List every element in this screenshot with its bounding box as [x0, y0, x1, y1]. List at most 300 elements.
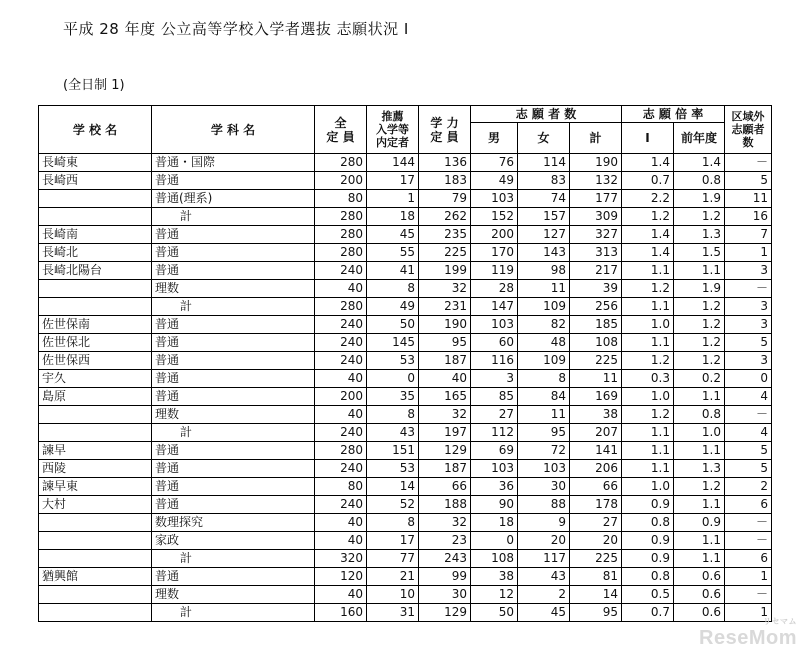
cell-female: 88: [518, 496, 570, 514]
table-row: [39, 298, 772, 316]
cell-recommend: 144: [367, 154, 419, 172]
cell-female: 95: [518, 424, 570, 442]
cell-ratio-prev: 1.1: [674, 262, 725, 280]
cell-recommend: 49: [367, 298, 419, 316]
cell-total: 14: [570, 586, 622, 604]
cell-ratio-prev: 0.2: [674, 370, 725, 388]
table-row: [39, 388, 772, 406]
cell-male: 12: [471, 586, 518, 604]
cell-total: 206: [570, 460, 622, 478]
header-applicants: 志 願 者 数: [471, 106, 622, 123]
cell-capacity: 240: [315, 334, 367, 352]
cell-ratio-current: 0.5: [622, 586, 674, 604]
cell-dept: 理数: [152, 406, 315, 424]
cell-outside: 1: [725, 604, 772, 622]
cell-dept: 普通: [152, 334, 315, 352]
cell-ratio-current: 0.8: [622, 568, 674, 586]
cell-school: [39, 208, 152, 226]
cell-outside: 5: [725, 460, 772, 478]
cell-female: 83: [518, 172, 570, 190]
cell-capacity: 280: [315, 298, 367, 316]
cell-dept: 計: [152, 208, 315, 226]
cell-capacity: 80: [315, 190, 367, 208]
cell-recommend: 31: [367, 604, 419, 622]
cell-outside: －: [725, 280, 772, 298]
cell-school: [39, 424, 152, 442]
cell-school: [39, 190, 152, 208]
cell-capacity: 280: [315, 226, 367, 244]
cell-dept: 計: [152, 424, 315, 442]
cell-total: 207: [570, 424, 622, 442]
cell-total: 66: [570, 478, 622, 496]
cell-ratio-current: 1.1: [622, 262, 674, 280]
cell-recommend: 14: [367, 478, 419, 496]
cell-male: 119: [471, 262, 518, 280]
cell-outside: 4: [725, 388, 772, 406]
cell-academic: 187: [419, 352, 471, 370]
cell-capacity: 200: [315, 388, 367, 406]
cell-recommend: 35: [367, 388, 419, 406]
header-ratio-current: I: [622, 123, 674, 154]
cell-ratio-prev: 0.6: [674, 568, 725, 586]
table-row: [39, 172, 772, 190]
cell-school: 長崎西: [39, 172, 152, 190]
cell-dept: 普通: [152, 244, 315, 262]
cell-total: 309: [570, 208, 622, 226]
cell-academic: 190: [419, 316, 471, 334]
cell-total: 38: [570, 406, 622, 424]
cell-total: 95: [570, 604, 622, 622]
cell-academic: 225: [419, 244, 471, 262]
cell-capacity: 80: [315, 478, 367, 496]
cell-dept: 普通: [152, 352, 315, 370]
cell-academic: 23: [419, 532, 471, 550]
cell-recommend: 0: [367, 370, 419, 388]
cell-recommend: 10: [367, 586, 419, 604]
table-row: [39, 262, 772, 280]
cell-capacity: 120: [315, 568, 367, 586]
cell-ratio-current: 0.3: [622, 370, 674, 388]
table-subtitle: (全日制 1): [63, 78, 125, 93]
cell-ratio-prev: 1.3: [674, 460, 725, 478]
cell-recommend: 77: [367, 550, 419, 568]
cell-ratio-current: 1.4: [622, 226, 674, 244]
cell-female: 109: [518, 298, 570, 316]
watermark: [699, 616, 797, 650]
cell-academic: 129: [419, 604, 471, 622]
cell-outside: 5: [725, 172, 772, 190]
cell-ratio-prev: 1.2: [674, 334, 725, 352]
cell-dept: 普通: [152, 172, 315, 190]
cell-dept: 普通: [152, 226, 315, 244]
cell-total: 217: [570, 262, 622, 280]
cell-ratio-current: 1.4: [622, 244, 674, 262]
cell-male: 108: [471, 550, 518, 568]
cell-recommend: 41: [367, 262, 419, 280]
header-capacity: 全 定 員: [315, 106, 367, 154]
cell-male: 147: [471, 298, 518, 316]
cell-female: 30: [518, 478, 570, 496]
cell-capacity: 40: [315, 532, 367, 550]
cell-recommend: 52: [367, 496, 419, 514]
cell-ratio-current: 1.4: [622, 154, 674, 172]
cell-recommend: 18: [367, 208, 419, 226]
cell-male: 76: [471, 154, 518, 172]
cell-dept: 家政: [152, 532, 315, 550]
table-row: [39, 604, 772, 622]
cell-total: 185: [570, 316, 622, 334]
cell-academic: 243: [419, 550, 471, 568]
cell-recommend: 145: [367, 334, 419, 352]
cell-total: 81: [570, 568, 622, 586]
cell-school: [39, 604, 152, 622]
cell-outside: 3: [725, 298, 772, 316]
cell-outside: 11: [725, 190, 772, 208]
cell-ratio-prev: 1.1: [674, 496, 725, 514]
cell-ratio-current: 1.0: [622, 316, 674, 334]
cell-ratio-prev: 1.2: [674, 478, 725, 496]
cell-academic: 40: [419, 370, 471, 388]
table-row: [39, 316, 772, 334]
cell-female: 9: [518, 514, 570, 532]
cell-male: 60: [471, 334, 518, 352]
cell-outside: 3: [725, 316, 772, 334]
cell-academic: 136: [419, 154, 471, 172]
cell-school: 諫早: [39, 442, 152, 460]
cell-female: 157: [518, 208, 570, 226]
cell-outside: 4: [725, 424, 772, 442]
header-female: 女: [518, 123, 570, 154]
cell-total: 327: [570, 226, 622, 244]
cell-recommend: 45: [367, 226, 419, 244]
cell-school: [39, 586, 152, 604]
cell-ratio-current: 1.1: [622, 334, 674, 352]
cell-ratio-prev: 1.4: [674, 154, 725, 172]
cell-female: 72: [518, 442, 570, 460]
cell-total: 225: [570, 352, 622, 370]
cell-ratio-prev: 0.6: [674, 586, 725, 604]
cell-female: 98: [518, 262, 570, 280]
cell-ratio-prev: 0.8: [674, 172, 725, 190]
cell-ratio-prev: 1.0: [674, 424, 725, 442]
watermark-tag: リセマム: [763, 617, 797, 626]
cell-ratio-prev: 0.6: [674, 604, 725, 622]
cell-outside: －: [725, 532, 772, 550]
cell-total: 169: [570, 388, 622, 406]
cell-dept: 普通: [152, 460, 315, 478]
cell-female: 48: [518, 334, 570, 352]
cell-total: 108: [570, 334, 622, 352]
cell-ratio-current: 0.8: [622, 514, 674, 532]
cell-outside: 16: [725, 208, 772, 226]
cell-female: 114: [518, 154, 570, 172]
cell-dept: 理数: [152, 586, 315, 604]
cell-ratio-prev: 1.3: [674, 226, 725, 244]
cell-school: 大村: [39, 496, 152, 514]
header-outside: 区域外 志願者 数: [725, 106, 772, 154]
cell-outside: 5: [725, 334, 772, 352]
table-row: [39, 334, 772, 352]
cell-capacity: 40: [315, 280, 367, 298]
cell-dept: 普通: [152, 370, 315, 388]
cell-recommend: 1: [367, 190, 419, 208]
cell-dept: 計: [152, 604, 315, 622]
cell-capacity: 280: [315, 154, 367, 172]
cell-school: 佐世保西: [39, 352, 152, 370]
table-row: [39, 532, 772, 550]
cell-recommend: 50: [367, 316, 419, 334]
cell-total: 178: [570, 496, 622, 514]
cell-female: 82: [518, 316, 570, 334]
cell-male: 18: [471, 514, 518, 532]
cell-male: 28: [471, 280, 518, 298]
cell-outside: 3: [725, 262, 772, 280]
cell-school: [39, 406, 152, 424]
cell-outside: 6: [725, 550, 772, 568]
cell-female: 84: [518, 388, 570, 406]
cell-male: 103: [471, 460, 518, 478]
cell-male: 90: [471, 496, 518, 514]
cell-school: 西陵: [39, 460, 152, 478]
header-male: 男: [471, 123, 518, 154]
table-row: [39, 550, 772, 568]
cell-capacity: 240: [315, 262, 367, 280]
cell-male: 103: [471, 190, 518, 208]
cell-ratio-current: 1.2: [622, 208, 674, 226]
table-row: [39, 568, 772, 586]
cell-total: 141: [570, 442, 622, 460]
header-school: 学 校 名: [39, 106, 152, 154]
cell-total: 256: [570, 298, 622, 316]
cell-academic: 199: [419, 262, 471, 280]
cell-male: 49: [471, 172, 518, 190]
cell-ratio-current: 1.1: [622, 442, 674, 460]
table-row: [39, 352, 772, 370]
cell-ratio-prev: 1.5: [674, 244, 725, 262]
cell-capacity: 40: [315, 370, 367, 388]
cell-outside: 1: [725, 244, 772, 262]
cell-female: 11: [518, 280, 570, 298]
cell-academic: 183: [419, 172, 471, 190]
cell-dept: 普通・国際: [152, 154, 315, 172]
cell-dept: 普通: [152, 262, 315, 280]
cell-recommend: 151: [367, 442, 419, 460]
cell-capacity: 40: [315, 406, 367, 424]
watermark-brand: ReseMom: [699, 627, 797, 649]
cell-school: 宇久: [39, 370, 152, 388]
cell-total: 177: [570, 190, 622, 208]
cell-ratio-current: 0.9: [622, 532, 674, 550]
cell-male: 50: [471, 604, 518, 622]
cell-outside: －: [725, 586, 772, 604]
cell-recommend: 8: [367, 280, 419, 298]
cell-capacity: 240: [315, 424, 367, 442]
cell-school: 長崎北陽台: [39, 262, 152, 280]
cell-dept: 普通: [152, 442, 315, 460]
cell-dept: 普通: [152, 316, 315, 334]
cell-male: 103: [471, 316, 518, 334]
cell-ratio-current: 0.9: [622, 550, 674, 568]
table-row: [39, 478, 772, 496]
header-total: 計: [570, 123, 622, 154]
cell-ratio-prev: 0.9: [674, 514, 725, 532]
cell-recommend: 53: [367, 352, 419, 370]
cell-ratio-current: 2.2: [622, 190, 674, 208]
cell-male: 36: [471, 478, 518, 496]
cell-academic: 187: [419, 460, 471, 478]
cell-academic: 197: [419, 424, 471, 442]
table-row: [39, 406, 772, 424]
cell-ratio-prev: 1.1: [674, 532, 725, 550]
cell-male: 200: [471, 226, 518, 244]
cell-academic: 129: [419, 442, 471, 460]
header-recommend: 推薦 入学等 内定者: [367, 106, 419, 154]
cell-dept: 普通: [152, 388, 315, 406]
cell-academic: 79: [419, 190, 471, 208]
cell-school: 猶興館: [39, 568, 152, 586]
cell-capacity: 320: [315, 550, 367, 568]
cell-ratio-prev: 1.1: [674, 388, 725, 406]
cell-recommend: 8: [367, 514, 419, 532]
cell-school: [39, 280, 152, 298]
cell-school: 長崎東: [39, 154, 152, 172]
table-row: [39, 280, 772, 298]
cell-recommend: 21: [367, 568, 419, 586]
cell-school: 長崎北: [39, 244, 152, 262]
table-row: [39, 586, 772, 604]
cell-male: 38: [471, 568, 518, 586]
cell-capacity: 40: [315, 514, 367, 532]
table-row: [39, 442, 772, 460]
cell-male: 0: [471, 532, 518, 550]
header-dept: 学 科 名: [152, 106, 315, 154]
cell-academic: 231: [419, 298, 471, 316]
cell-outside: 5: [725, 442, 772, 460]
cell-ratio-prev: 1.2: [674, 208, 725, 226]
cell-ratio-current: 1.0: [622, 478, 674, 496]
cell-ratio-current: 0.7: [622, 172, 674, 190]
cell-male: 112: [471, 424, 518, 442]
cell-female: 117: [518, 550, 570, 568]
cell-ratio-current: 1.1: [622, 424, 674, 442]
cell-ratio-current: 1.2: [622, 406, 674, 424]
cell-academic: 66: [419, 478, 471, 496]
cell-academic: 235: [419, 226, 471, 244]
cell-academic: 188: [419, 496, 471, 514]
applicant-status-table: [38, 105, 772, 622]
table-row: [39, 154, 772, 172]
table-row: [39, 370, 772, 388]
cell-capacity: 240: [315, 460, 367, 478]
table-row: [39, 244, 772, 262]
cell-recommend: 8: [367, 406, 419, 424]
cell-male: 85: [471, 388, 518, 406]
cell-ratio-current: 1.2: [622, 352, 674, 370]
cell-ratio-current: 0.9: [622, 496, 674, 514]
table-row: [39, 208, 772, 226]
cell-ratio-current: 1.0: [622, 388, 674, 406]
cell-capacity: 200: [315, 172, 367, 190]
cell-female: 43: [518, 568, 570, 586]
header-ratio-prev: 前年度: [674, 123, 725, 154]
table-row: [39, 514, 772, 532]
cell-outside: 0: [725, 370, 772, 388]
cell-ratio-prev: 1.1: [674, 550, 725, 568]
cell-school: 島原: [39, 388, 152, 406]
cell-male: 170: [471, 244, 518, 262]
cell-ratio-current: 1.2: [622, 280, 674, 298]
cell-outside: 7: [725, 226, 772, 244]
table-row: [39, 424, 772, 442]
cell-total: 225: [570, 550, 622, 568]
header-academic: 学 力 定 員: [419, 106, 471, 154]
cell-total: 11: [570, 370, 622, 388]
cell-dept: 普通(理系): [152, 190, 315, 208]
cell-total: 190: [570, 154, 622, 172]
cell-dept: 計: [152, 550, 315, 568]
cell-ratio-prev: 1.1: [674, 442, 725, 460]
cell-dept: 普通: [152, 496, 315, 514]
cell-male: 3: [471, 370, 518, 388]
page-title: 平成 28 年度 公立高等学校入学者選抜 志願状況 I: [63, 20, 409, 38]
cell-female: 11: [518, 406, 570, 424]
cell-ratio-prev: 1.2: [674, 352, 725, 370]
cell-recommend: 17: [367, 532, 419, 550]
cell-ratio-current: 1.1: [622, 460, 674, 478]
cell-capacity: 280: [315, 208, 367, 226]
cell-capacity: 40: [315, 586, 367, 604]
cell-academic: 30: [419, 586, 471, 604]
cell-male: 69: [471, 442, 518, 460]
cell-academic: 99: [419, 568, 471, 586]
cell-outside: 3: [725, 352, 772, 370]
cell-ratio-prev: 1.9: [674, 190, 725, 208]
cell-female: 20: [518, 532, 570, 550]
cell-outside: －: [725, 154, 772, 172]
cell-school: [39, 532, 152, 550]
cell-female: 74: [518, 190, 570, 208]
cell-male: 27: [471, 406, 518, 424]
cell-capacity: 280: [315, 244, 367, 262]
header-row-1: [39, 106, 772, 123]
table-row: [39, 460, 772, 478]
table-body: [39, 154, 772, 622]
cell-school: 佐世保北: [39, 334, 152, 352]
cell-female: 8: [518, 370, 570, 388]
cell-female: 103: [518, 460, 570, 478]
cell-capacity: 160: [315, 604, 367, 622]
cell-school: 佐世保南: [39, 316, 152, 334]
cell-dept: 普通: [152, 478, 315, 496]
cell-school: [39, 550, 152, 568]
cell-dept: 計: [152, 298, 315, 316]
cell-academic: 32: [419, 280, 471, 298]
cell-academic: 32: [419, 406, 471, 424]
cell-school: [39, 298, 152, 316]
table-row: [39, 496, 772, 514]
cell-female: 143: [518, 244, 570, 262]
cell-recommend: 17: [367, 172, 419, 190]
cell-capacity: 240: [315, 316, 367, 334]
cell-total: 20: [570, 532, 622, 550]
cell-dept: 数理探究: [152, 514, 315, 532]
cell-outside: －: [725, 406, 772, 424]
cell-ratio-prev: 1.9: [674, 280, 725, 298]
cell-recommend: 55: [367, 244, 419, 262]
cell-total: 39: [570, 280, 622, 298]
cell-ratio-prev: 1.2: [674, 316, 725, 334]
cell-dept: 普通: [152, 568, 315, 586]
